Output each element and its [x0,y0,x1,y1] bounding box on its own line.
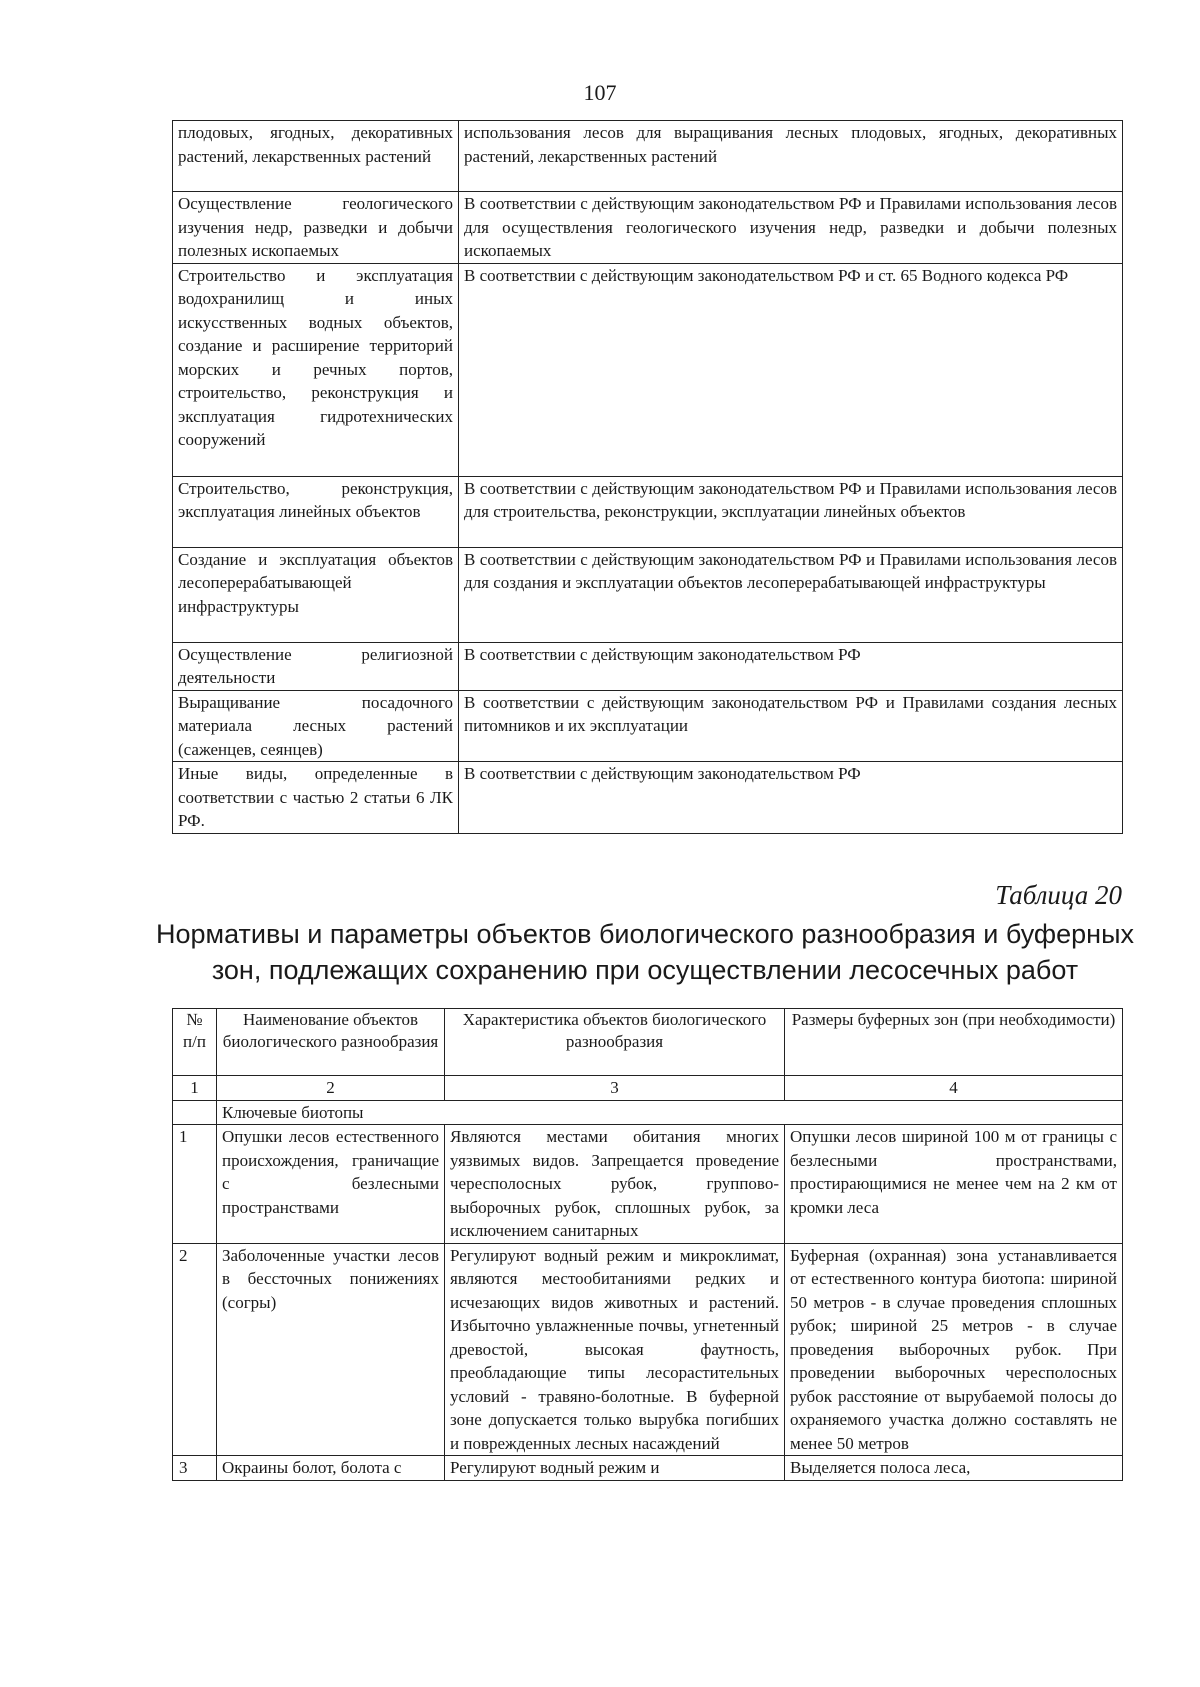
table-row [173,547,1123,642]
object-name-cell: Опушки лесов естественного происхождения, граничащие с безлесными пространствами [217,1125,445,1244]
activity-cell: Строительство, реконструкция, эксплуатация линейных объектов [173,476,459,547]
table-row [173,121,1123,192]
regulation-cell: В соответствии с действующим законодательством РФ и Правилами использования лесов для строительства, реконструкции, эксплуатации линейных объектов [459,476,1123,547]
object-description-cell: Регулируют водный режим и [445,1456,785,1481]
header-desc: Характеристика объектов биологического разнообразия [445,1009,785,1076]
section-empty-cell [173,1100,217,1125]
regulation-cell: В соответствии с действующим законодательством РФ [459,762,1123,834]
column-number: 4 [785,1076,1123,1101]
buffer-zone-cell: Буферная (охранная) зона устанавливается от естественного контура биотопа: шириной 50 метров - в случае проведения сплошных рубок; шириной 25 метров - в случае проведения выборочных рубок. При проведении выборочных чересполосных рубок расстояние от вырубаемой полосы до охраняемого участка должно составлять не менее 50 метров [785,1243,1123,1456]
biodiversity-table [172,1008,1123,1481]
regulation-cell: В соответствии с действующим законодательством РФ [459,642,1123,690]
header-name: Наименование объектов биологического разнообразия [217,1009,445,1076]
column-number: 3 [445,1076,785,1101]
regulation-cell: В соответствии с действующим законодательством РФ и Правилами использования лесов для осуществления геологического изучения недр, разведки и добычи полезных ископаемых [459,192,1123,264]
activity-cell: Иные виды, определенные в соответствии с частью 2 статьи 6 ЛК РФ. [173,762,459,834]
regulation-cell: В соответствии с действующим законодательством РФ и ст. 65 Водного кодекса РФ [459,263,1123,476]
table-header-row [173,1009,1123,1076]
buffer-zone-cell: Выделяется полоса леса, [785,1456,1123,1481]
regulation-cell: использования лесов для выращивания лесных плодовых, ягодных, декоративных растений, лекарственных растений [459,121,1123,192]
object-name-cell: Окраины болот, болота с [217,1456,445,1481]
object-description-cell: Являются местами обитания многих уязвимых видов. Запрещается проведение чересполосных рубок, группово-выборочных рубок, сплошных рубок, за исключением санитарных [445,1125,785,1244]
page-number: 107 [583,80,617,105]
table-title: Нормативы и параметры объектов биологического разнообразия и буферных зон, подлежащих сохранению при осуществлении лесосечных работ [156,919,1134,985]
column-number-row [173,1076,1123,1101]
buffer-zone-cell: Опушки лесов шириной 100 м от границы с безлесными пространствами, простирающимися не менее чем на 2 км от кромки леса [785,1125,1123,1244]
header-zone: Размеры буферных зон (при необходимости) [785,1009,1123,1076]
activity-cell: Осуществление геологического изучения недр, разведки и добычи полезных ископаемых [173,192,459,264]
object-name-cell: Заболоченные участки лесов в бессточных понижениях (согры) [217,1243,445,1456]
table-row [173,690,1123,762]
table-row [173,642,1123,690]
table-row [173,192,1123,264]
regulation-cell: В соответствии с действующим законодательством РФ и Правилами создания лесных питомников и их эксплуатации [459,690,1123,762]
table-row [173,1243,1123,1456]
table-row [173,762,1123,834]
column-number: 1 [173,1076,217,1101]
activity-cell: Осуществление религиозной деятельности [173,642,459,690]
table-row [173,1456,1123,1481]
forest-use-table [172,120,1123,834]
row-number: 2 [173,1243,217,1456]
object-description-cell: Регулируют водный режим и микроклимат, являются местообитаниями редких и исчезающих видов животных и растений. Избыточно увлажненные почвы, угнетенный древостой, высокая фаутность, преобладающие типы лесорастительных условий - травяно-болотные. В буферной зоне допускается только вырубка погибших и поврежденных лесных насаждений [445,1243,785,1456]
table-row [173,1125,1123,1244]
section-row [173,1100,1123,1125]
table-row [173,263,1123,476]
header-num: № п/п [173,1009,217,1076]
activity-cell: Создание и эксплуатация объектов лесоперерабатывающей инфраструктуры [173,547,459,642]
activity-cell: плодовых, ягодных, декоративных растений, лекарственных растений [173,121,459,192]
activity-cell: Выращивание посадочного материала лесных растений (саженцев, сеянцев) [173,690,459,762]
column-number: 2 [217,1076,445,1101]
section-label: Ключевые биотопы [217,1100,1123,1125]
row-number: 3 [173,1456,217,1481]
regulation-cell: В соответствии с действующим законодательством РФ и Правилами использования лесов для создания и эксплуатации объектов лесоперерабатывающей инфраструктуры [459,547,1123,642]
activity-cell: Строительство и эксплуатация водохранилищ и иных искусственных водных объектов, создание и расширение территорий морских и речных портов, строительство, реконструкция и эксплуатация гидротехнических сооружений [173,263,459,476]
table-row [173,476,1123,547]
table-caption: Таблица 20 [995,880,1122,910]
row-number: 1 [173,1125,217,1244]
